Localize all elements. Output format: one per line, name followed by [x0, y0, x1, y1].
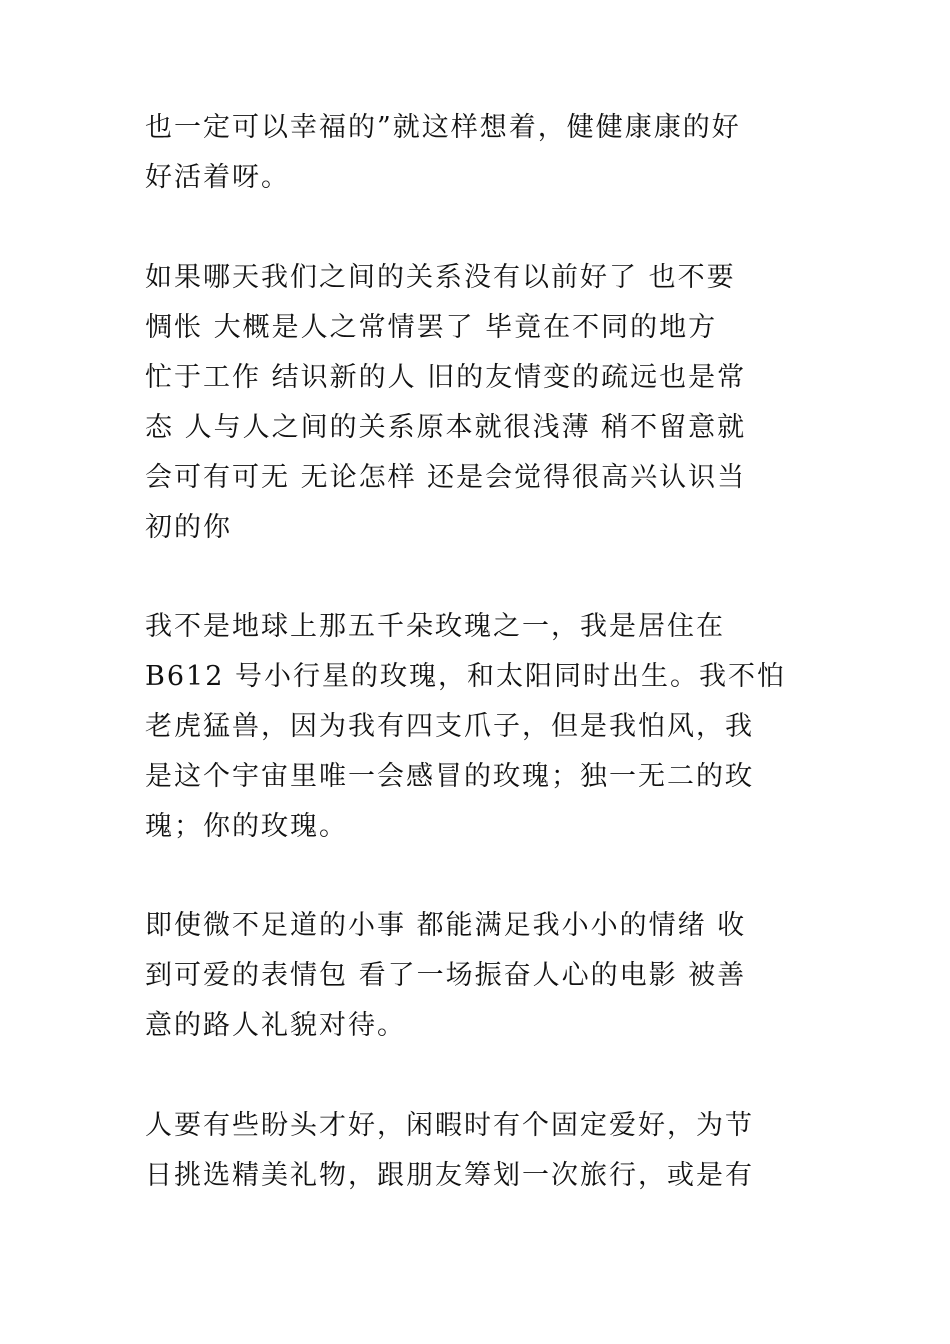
paragraph-3-line-5: 瑰；你的玫瑰。 [145, 811, 348, 842]
paragraph-3-line-3: 老虎猛兽，因为我有四支爪子，但是我怕风，我 [145, 711, 754, 742]
paragraph-2-line-5: 会可有可无 无论怎样 还是会觉得很高兴认识当 [145, 462, 747, 493]
paragraph-1-line-1: 也一定可以幸福的”就这样想着，健健康康的好 [145, 112, 741, 143]
paragraph-2-line-3: 忙于工作 结识新的人 旧的友情变的疏远也是常 [145, 362, 747, 393]
paragraph-3-line-1: 我不是地球上那五千朵玫瑰之一，我是居住在 [145, 611, 725, 642]
paragraph-3-line-2: B612 号小行星的玫瑰，和太阳同时出生。我不怕 [145, 661, 786, 692]
paragraph-4-line-3: 意的路人礼貌对待。 [145, 1010, 406, 1041]
paragraph-2-line-2: 惆怅 大概是人之常情罢了 毕竟在不同的地方 [145, 312, 718, 343]
paragraph-5-line-1: 人要有些盼头才好，闲暇时有个固定爱好，为节 [145, 1110, 754, 1141]
paragraph-4-line-1: 即使微不足道的小事 都能满足我小小的情绪 收 [145, 910, 747, 941]
paragraph-1-line-2: 好活着呀。 [145, 162, 290, 193]
paragraph-5-line-2: 日挑选精美礼物，跟朋友筹划一次旅行，或是有 [145, 1160, 754, 1191]
paragraph-2-line-6: 初的你 [145, 512, 232, 543]
paragraph-4-line-2: 到可爱的表情包 看了一场振奋人心的电影 被善 [145, 960, 747, 991]
paragraph-3-line-4: 是这个宇宙里唯一会感冒的玫瑰；独一无二的玫 [145, 761, 754, 792]
paragraph-2-line-1: 如果哪天我们之间的关系没有以前好了 也不要 [145, 262, 736, 293]
paragraph-2-line-4: 态 人与人之间的关系原本就很浅薄 稍不留意就 [145, 412, 747, 443]
